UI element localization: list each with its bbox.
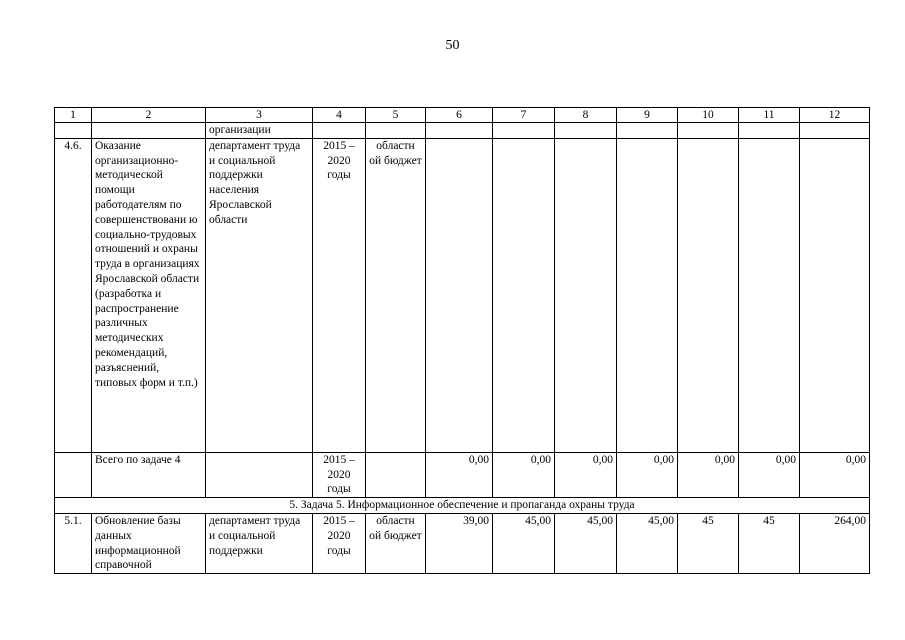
cell xyxy=(678,123,739,139)
cell xyxy=(55,452,92,497)
executor-cell: департамент труда и социальной поддержки xyxy=(206,513,313,573)
cell xyxy=(739,123,800,139)
value-cell: 0,00 xyxy=(800,452,870,497)
cell xyxy=(426,123,493,139)
value-cell: 45,00 xyxy=(617,513,678,573)
measure-name: Обновление базы данных информационной справочной xyxy=(92,513,206,573)
continuation-row xyxy=(55,123,870,139)
measure-name: Оказание организационно-методической помощи работодателям по совершенствовани ю социально-трудовых отношений и охраны труда в организациях Ярославской области (разработка и распространение различных методических рекомендаций, разъяснений, типовых форм и т.п.) xyxy=(92,138,206,452)
cell xyxy=(800,123,870,139)
col-header-7: 7 xyxy=(493,108,555,123)
cell xyxy=(739,138,800,452)
value-cell: 0,00 xyxy=(555,452,617,497)
header-row xyxy=(55,108,870,123)
source-cell: областн ой бюджет xyxy=(366,513,426,573)
row-number: 4.6. xyxy=(55,138,92,452)
cell xyxy=(55,123,92,139)
value-cell: 45 xyxy=(739,513,800,573)
executor-cell: организации xyxy=(206,123,313,139)
col-header-11: 11 xyxy=(739,108,800,123)
cell xyxy=(366,452,426,497)
col-header-3: 3 xyxy=(206,108,313,123)
cell xyxy=(555,138,617,452)
value-cell: 0,00 xyxy=(678,452,739,497)
col-header-10: 10 xyxy=(678,108,739,123)
table-row-4-6 xyxy=(55,138,870,452)
value-cell: 45 xyxy=(678,513,739,573)
col-header-1: 1 xyxy=(55,108,92,123)
period-cell: 2015 – 2020 годы xyxy=(313,452,366,497)
cell xyxy=(678,138,739,452)
value-cell: 0,00 xyxy=(739,452,800,497)
value-cell: 45,00 xyxy=(555,513,617,573)
col-header-6: 6 xyxy=(426,108,493,123)
cell xyxy=(426,138,493,452)
section-title: 5. Задача 5. Информационное обеспечение и пропаганда охраны труда xyxy=(55,498,870,514)
table-row-5-1 xyxy=(55,513,870,573)
cell xyxy=(493,138,555,452)
total-row xyxy=(55,452,870,497)
col-header-12: 12 xyxy=(800,108,870,123)
cell xyxy=(92,123,206,139)
cell xyxy=(366,123,426,139)
executor-cell: департамент труда и социальной поддержки населения Ярославской области xyxy=(206,138,313,452)
col-header-5: 5 xyxy=(366,108,426,123)
cell xyxy=(617,138,678,452)
total-label: Всего по задаче 4 xyxy=(92,452,206,497)
value-cell: 45,00 xyxy=(493,513,555,573)
cell xyxy=(555,123,617,139)
col-header-9: 9 xyxy=(617,108,678,123)
cell xyxy=(617,123,678,139)
source-cell: областн ой бюджет xyxy=(366,138,426,452)
cell xyxy=(800,138,870,452)
cell xyxy=(493,123,555,139)
value-cell: 0,00 xyxy=(426,452,493,497)
col-header-8: 8 xyxy=(555,108,617,123)
value-cell: 39,00 xyxy=(426,513,493,573)
period-cell: 2015 – 2020 годы xyxy=(313,513,366,573)
value-cell: 0,00 xyxy=(493,452,555,497)
period-cell: 2015 – 2020 годы xyxy=(313,138,366,452)
value-cell: 0,00 xyxy=(617,452,678,497)
cell xyxy=(206,452,313,497)
row-number: 5.1. xyxy=(55,513,92,573)
col-header-4: 4 xyxy=(313,108,366,123)
section-row xyxy=(55,498,870,514)
col-header-2: 2 xyxy=(92,108,206,123)
program-table xyxy=(54,107,870,574)
value-cell: 264,00 xyxy=(800,513,870,573)
page-number: 50 xyxy=(445,38,460,53)
cell xyxy=(313,123,366,139)
